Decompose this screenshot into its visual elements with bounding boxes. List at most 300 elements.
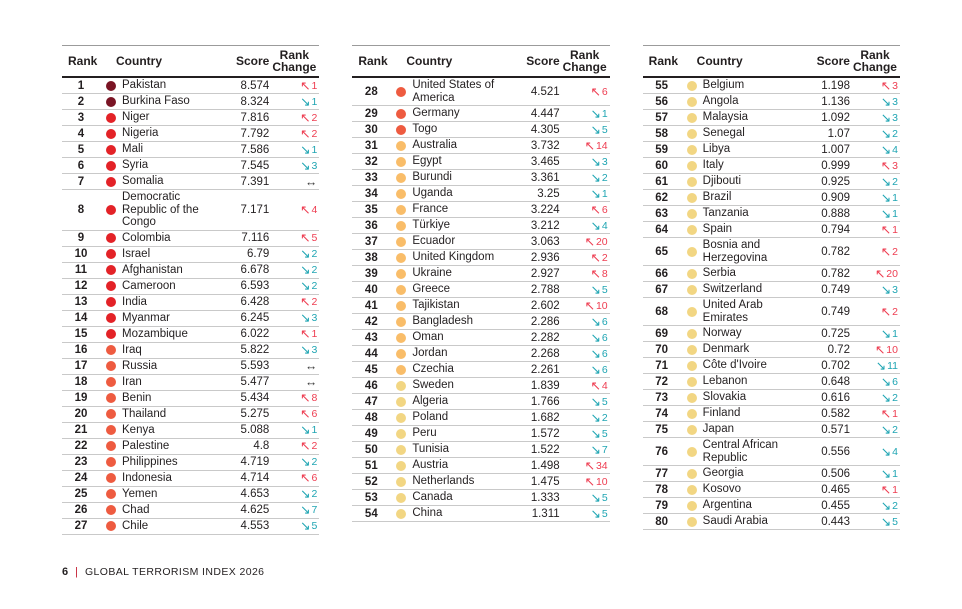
rank-up-icon: ↖ bbox=[584, 234, 595, 249]
country-cell: Lebanon bbox=[702, 375, 748, 388]
rank-cell: 64 bbox=[655, 223, 669, 236]
rank-cell: 43 bbox=[364, 331, 378, 344]
table-row bbox=[352, 346, 609, 362]
impact-band-5-dot-icon bbox=[687, 501, 697, 511]
score-cell: 4.305 bbox=[530, 123, 560, 136]
ranking-table-3 bbox=[643, 45, 900, 530]
rank-change-value: 2 bbox=[311, 488, 318, 500]
impact-band-3-dot-icon bbox=[106, 489, 116, 499]
ranking-table-2 bbox=[352, 45, 609, 522]
impact-dot-cell bbox=[390, 477, 412, 487]
table-body bbox=[643, 78, 900, 530]
impact-band-5-dot-icon bbox=[687, 269, 697, 279]
rank-change-value: 1 bbox=[311, 424, 318, 436]
table-row bbox=[352, 266, 609, 282]
rank-change-cell bbox=[269, 472, 319, 484]
rank-down-icon: ↘ bbox=[880, 190, 892, 205]
table-row bbox=[62, 407, 319, 423]
country-cell: Central African Republic bbox=[702, 439, 779, 464]
rank-cell: 42 bbox=[364, 315, 378, 328]
rank-down-icon: ↘ bbox=[590, 154, 601, 169]
rank-change-cell bbox=[850, 408, 900, 420]
rank-change-value: 10 bbox=[595, 475, 608, 488]
impact-dot-cell bbox=[390, 253, 412, 263]
impact-dot-cell bbox=[100, 377, 122, 387]
country-cell: Chile bbox=[122, 519, 149, 532]
score-cell: 0.782 bbox=[821, 267, 850, 280]
rank-change-cell bbox=[560, 396, 610, 408]
rank-change-cell bbox=[560, 86, 610, 98]
table-row bbox=[352, 122, 609, 138]
rank-cell: 71 bbox=[655, 359, 669, 372]
country-cell: Switzerland bbox=[702, 283, 763, 296]
impact-dot-cell bbox=[390, 333, 412, 343]
rank-change-value: 6 bbox=[601, 363, 608, 376]
impact-band-2-dot-icon bbox=[106, 249, 116, 259]
rank-change-cell bbox=[850, 328, 900, 340]
rank-change-cell bbox=[560, 156, 610, 168]
rank-change-value: 1 bbox=[892, 467, 898, 480]
table-row bbox=[643, 158, 900, 174]
impact-dot-cell bbox=[390, 157, 412, 167]
rank-down-icon: ↘ bbox=[880, 444, 892, 459]
rank-change-value: 7 bbox=[601, 443, 608, 456]
rank-change-value: 1 bbox=[311, 95, 318, 108]
rank-change-cell bbox=[269, 520, 319, 532]
rank-down-icon: ↘ bbox=[300, 247, 311, 261]
rank-change-value: 4 bbox=[601, 379, 608, 392]
rank-change-cell bbox=[269, 248, 319, 260]
score-cell: 4.553 bbox=[240, 520, 270, 532]
impact-dot-cell bbox=[390, 429, 412, 439]
impact-dot-cell bbox=[100, 145, 122, 155]
rank-up-icon: ↖ bbox=[880, 406, 892, 421]
score-cell: 7.816 bbox=[240, 111, 270, 124]
country-cell: Ukraine bbox=[412, 267, 452, 280]
impact-band-4-dot-icon bbox=[396, 205, 406, 215]
impact-band-3-dot-icon bbox=[396, 125, 406, 135]
rank-change-cell bbox=[560, 220, 610, 232]
impact-band-3-dot-icon bbox=[106, 457, 116, 467]
country-cell: United Kingdom bbox=[412, 251, 495, 264]
table-row bbox=[643, 390, 900, 406]
score-cell: 0.725 bbox=[821, 327, 850, 340]
rank-cell: 30 bbox=[364, 123, 378, 136]
score-cell: 3.212 bbox=[530, 219, 560, 232]
table-row bbox=[62, 519, 319, 535]
rank-down-icon: ↘ bbox=[875, 358, 887, 373]
table-row bbox=[352, 218, 609, 234]
rank-up-icon: ↖ bbox=[590, 84, 601, 99]
impact-dot-cell bbox=[681, 361, 703, 371]
country-cell: Kenya bbox=[122, 423, 155, 436]
country-cell: Yemen bbox=[122, 487, 158, 500]
rank-down-icon: ↘ bbox=[880, 390, 892, 405]
score-cell: 2.282 bbox=[530, 331, 560, 344]
impact-dot-cell bbox=[390, 413, 412, 423]
rank-down-icon: ↘ bbox=[300, 158, 311, 173]
table-row bbox=[352, 154, 609, 170]
impact-dot-cell bbox=[681, 129, 703, 139]
rank-down-icon: ↘ bbox=[590, 394, 601, 409]
impact-band-5-dot-icon bbox=[687, 517, 697, 527]
rank-cell: 35 bbox=[364, 203, 378, 216]
table-row bbox=[62, 327, 319, 343]
rank-column-header: Rank bbox=[648, 53, 678, 68]
impact-band-5-dot-icon bbox=[396, 493, 406, 503]
impact-dot-cell bbox=[100, 361, 122, 371]
country-cell: Bangladesh bbox=[412, 315, 474, 328]
score-cell: 7.116 bbox=[241, 232, 270, 244]
country-cell: United Arab Emirates bbox=[702, 299, 763, 324]
score-cell: 0.794 bbox=[821, 223, 850, 236]
rank-column-header: Rank bbox=[68, 53, 98, 68]
rank-change-cell bbox=[850, 306, 900, 318]
impact-dot-cell bbox=[390, 285, 412, 295]
rank-cell: 45 bbox=[364, 363, 378, 376]
table-row bbox=[352, 330, 609, 346]
rank-change-cell bbox=[850, 284, 900, 296]
table-row bbox=[643, 498, 900, 514]
rank-cell: 26 bbox=[74, 504, 88, 516]
score-cell: 7.586 bbox=[240, 143, 270, 156]
rank-change-cell bbox=[560, 140, 610, 152]
impact-band-3-dot-icon bbox=[106, 345, 116, 355]
impact-dot-cell bbox=[100, 129, 122, 139]
score-column-header: Score bbox=[235, 53, 270, 68]
impact-dot-cell bbox=[681, 193, 703, 203]
score-cell: 6.428 bbox=[240, 296, 270, 308]
score-cell: 4.521 bbox=[530, 85, 560, 98]
impact-dot-cell bbox=[390, 189, 412, 199]
impact-dot-cell bbox=[681, 285, 703, 295]
score-cell: 1.475 bbox=[530, 475, 560, 488]
rank-down-icon: ↘ bbox=[590, 506, 601, 521]
table-row bbox=[62, 126, 319, 142]
rank-cell: 51 bbox=[364, 459, 378, 472]
score-cell: 0.506 bbox=[821, 467, 850, 480]
rank-cell: 57 bbox=[655, 111, 669, 124]
impact-dot-cell bbox=[100, 265, 122, 275]
rank-change-value: 1 bbox=[892, 223, 898, 236]
score-cell: 6.79 bbox=[246, 248, 270, 260]
rank-change-cell bbox=[560, 508, 610, 520]
rank-cell: 14 bbox=[74, 312, 88, 324]
impact-band-5-dot-icon bbox=[396, 397, 406, 407]
impact-band-3-dot-icon bbox=[106, 441, 116, 451]
rank-change-cell bbox=[269, 112, 319, 124]
table-row bbox=[352, 78, 609, 106]
rank-change-cell bbox=[850, 96, 900, 108]
rank-change-cell bbox=[560, 284, 610, 296]
impact-band-5-dot-icon bbox=[687, 425, 697, 435]
rank-change-cell bbox=[269, 296, 319, 308]
country-cell: Chad bbox=[122, 503, 150, 516]
rank-change-value: 3 bbox=[892, 95, 898, 108]
score-cell: 3.063 bbox=[530, 235, 560, 248]
rank-down-icon: ↘ bbox=[590, 122, 601, 137]
country-cell: Djibouti bbox=[702, 175, 742, 188]
rank-change-cell bbox=[269, 80, 319, 92]
rank-cell: 2 bbox=[77, 95, 85, 108]
impact-dot-cell bbox=[100, 313, 122, 323]
rank-cell: 72 bbox=[655, 375, 669, 388]
rank-change-cell bbox=[560, 364, 610, 376]
rank-change-cell bbox=[269, 424, 319, 436]
rank-change-value: 2 bbox=[311, 127, 318, 140]
score-cell: 5.822 bbox=[240, 344, 270, 356]
table-row bbox=[352, 410, 609, 426]
rank-change-cell bbox=[850, 446, 900, 458]
impact-band-5-dot-icon bbox=[687, 81, 697, 91]
impact-band-2-dot-icon bbox=[106, 281, 116, 291]
table-header bbox=[62, 46, 319, 78]
impact-band-5-dot-icon bbox=[687, 285, 697, 295]
rank-up-icon: ↖ bbox=[590, 250, 601, 265]
rank-cell: 23 bbox=[74, 456, 88, 468]
score-cell: 0.571 bbox=[821, 423, 850, 436]
rank-down-icon: ↘ bbox=[300, 343, 311, 357]
score-cell: 1.092 bbox=[821, 111, 850, 124]
impact-band-2-dot-icon bbox=[106, 177, 116, 187]
country-cell: Democratic Republic of the Congo bbox=[122, 191, 199, 228]
score-cell: 0.782 bbox=[821, 245, 850, 258]
rank-change-value: 5 bbox=[601, 491, 608, 504]
table-row bbox=[352, 234, 609, 250]
rank-cell: 38 bbox=[364, 251, 378, 264]
impact-band-2-dot-icon bbox=[106, 265, 116, 275]
score-cell: 1.766 bbox=[530, 395, 560, 408]
rank-up-icon: ↖ bbox=[300, 202, 311, 217]
rank-change-value: 34 bbox=[595, 459, 608, 472]
impact-dot-cell bbox=[681, 81, 703, 91]
score-cell: 0.443 bbox=[821, 515, 850, 528]
country-cell: India bbox=[122, 295, 147, 308]
score-cell: 4.447 bbox=[530, 107, 560, 120]
impact-band-3-dot-icon bbox=[106, 521, 116, 531]
score-cell: 1.136 bbox=[821, 95, 850, 108]
table-row bbox=[62, 78, 319, 94]
country-cell: Somalia bbox=[122, 175, 164, 188]
rank-change-value: 2 bbox=[311, 264, 318, 276]
rank-change-cell bbox=[560, 492, 610, 504]
score-cell: 7.171 bbox=[240, 203, 270, 216]
country-cell: Russia bbox=[122, 359, 158, 372]
rank-change-column-header: Rank Change bbox=[852, 48, 897, 74]
impact-dot-cell bbox=[681, 307, 703, 317]
impact-band-5-dot-icon bbox=[687, 393, 697, 403]
impact-dot-cell bbox=[390, 317, 412, 327]
table-row bbox=[643, 266, 900, 282]
rank-cell: 10 bbox=[74, 248, 88, 260]
impact-dot-cell bbox=[681, 209, 703, 219]
rank-change-cell bbox=[560, 428, 610, 440]
rank-cell: 65 bbox=[655, 245, 669, 258]
score-cell: 4.625 bbox=[240, 504, 270, 516]
rank-change-cell bbox=[269, 344, 319, 356]
country-cell: Syria bbox=[122, 159, 149, 172]
score-cell: 1.572 bbox=[530, 427, 560, 440]
impact-band-2-dot-icon bbox=[106, 145, 116, 155]
rank-change-value: 3 bbox=[311, 159, 318, 172]
rank-change-value: 1 bbox=[892, 483, 898, 496]
impact-dot-cell bbox=[390, 349, 412, 359]
impact-dot-cell bbox=[681, 377, 703, 387]
country-cell: Germany bbox=[412, 107, 460, 120]
country-cell: Cameroon bbox=[122, 279, 176, 292]
table-row bbox=[643, 298, 900, 326]
impact-dot-cell bbox=[100, 249, 122, 259]
impact-dot-cell bbox=[390, 125, 412, 135]
rank-up-icon: ↖ bbox=[584, 138, 595, 153]
impact-dot-cell bbox=[681, 469, 703, 479]
rank-change-value: 2 bbox=[601, 251, 608, 264]
table-row bbox=[62, 503, 319, 519]
rank-up-icon: ↖ bbox=[300, 391, 311, 405]
country-cell: Egypt bbox=[412, 155, 442, 168]
rank-down-icon: ↘ bbox=[590, 106, 601, 121]
score-cell: 2.927 bbox=[530, 267, 560, 280]
score-cell: 6.593 bbox=[240, 280, 270, 292]
rank-down-icon: ↘ bbox=[880, 206, 892, 221]
table-row bbox=[643, 94, 900, 110]
rank-change-value: 6 bbox=[892, 375, 898, 388]
rank-change-value: 3 bbox=[601, 155, 608, 168]
rank-change-value: 2 bbox=[311, 296, 318, 308]
table-row bbox=[643, 406, 900, 422]
table-row bbox=[643, 514, 900, 530]
rank-change-cell bbox=[560, 476, 610, 488]
page-footer bbox=[62, 566, 264, 578]
impact-band-3-dot-icon bbox=[106, 361, 116, 371]
rank-change-cell bbox=[269, 408, 319, 420]
rank-change-cell bbox=[850, 268, 900, 280]
impact-band-2-dot-icon bbox=[106, 297, 116, 307]
impact-dot-cell bbox=[100, 177, 122, 187]
rank-down-icon: ↘ bbox=[880, 466, 892, 481]
country-cell: Bosnia and Herzegovina bbox=[702, 239, 768, 264]
country-cell: Iran bbox=[122, 375, 142, 388]
rank-up-icon: ↖ bbox=[880, 304, 892, 319]
rank-change-value: 3 bbox=[892, 111, 898, 124]
rank-change-cell bbox=[560, 332, 610, 344]
rank-cell: 39 bbox=[364, 267, 378, 280]
impact-band-2-dot-icon bbox=[106, 233, 116, 243]
country-cell: Afghanistan bbox=[122, 263, 183, 276]
table-row bbox=[62, 455, 319, 471]
score-cell: 0.999 bbox=[821, 159, 850, 172]
country-cell: Greece bbox=[412, 283, 451, 296]
table-row bbox=[643, 190, 900, 206]
rank-change-value: 2 bbox=[601, 171, 608, 184]
rank-cell: 1 bbox=[77, 79, 85, 92]
rank-change-cell bbox=[850, 208, 900, 220]
score-cell: 5.088 bbox=[240, 424, 270, 436]
table-row bbox=[352, 458, 609, 474]
rank-change-value: 3 bbox=[892, 159, 898, 172]
rank-cell: 20 bbox=[74, 408, 88, 420]
table-row bbox=[352, 378, 609, 394]
rank-down-icon: ↘ bbox=[880, 142, 892, 157]
table-row bbox=[643, 342, 900, 358]
impact-band-5-dot-icon bbox=[687, 447, 697, 457]
country-cell: Belgium bbox=[702, 79, 745, 92]
score-cell: 3.361 bbox=[530, 171, 560, 184]
table-row bbox=[62, 190, 319, 231]
impact-band-5-dot-icon bbox=[687, 193, 697, 203]
rank-change-value: 8 bbox=[601, 267, 608, 280]
table-row bbox=[62, 174, 319, 190]
rank-change-cell bbox=[269, 280, 319, 292]
impact-dot-cell bbox=[390, 301, 412, 311]
score-cell: 3.25 bbox=[537, 187, 560, 200]
impact-band-5-dot-icon bbox=[687, 145, 697, 155]
rank-change-cell bbox=[269, 440, 319, 452]
rank-change-value: 5 bbox=[601, 427, 608, 440]
rank-down-icon: ↘ bbox=[590, 314, 601, 329]
rank-down-icon: ↘ bbox=[880, 126, 892, 141]
rank-cell: 46 bbox=[364, 379, 378, 392]
country-cell: Tanzania bbox=[702, 207, 749, 220]
score-cell: 1.333 bbox=[530, 491, 560, 504]
impact-band-4-dot-icon bbox=[396, 317, 406, 327]
score-cell: 0.925 bbox=[821, 175, 850, 188]
impact-band-4-dot-icon bbox=[396, 189, 406, 199]
rank-change-value: 1 bbox=[892, 327, 898, 340]
table-row bbox=[352, 170, 609, 186]
rank-up-icon: ↖ bbox=[300, 110, 311, 125]
rank-cell: 48 bbox=[364, 411, 378, 424]
rank-change-value: 1 bbox=[892, 191, 898, 204]
impact-band-5-dot-icon bbox=[687, 485, 697, 495]
score-cell: 1.522 bbox=[530, 443, 560, 456]
impact-dot-cell bbox=[390, 87, 412, 97]
rank-change-value: 2 bbox=[892, 423, 898, 436]
rank-cell: 75 bbox=[655, 423, 669, 436]
rank-change-value: 6 bbox=[601, 315, 608, 328]
table-row bbox=[352, 474, 609, 490]
rank-change-value: 1 bbox=[892, 407, 898, 420]
rank-change-cell bbox=[850, 360, 900, 372]
impact-band-5-dot-icon bbox=[396, 413, 406, 423]
impact-band-5-dot-icon bbox=[687, 361, 697, 371]
score-cell: 6.678 bbox=[240, 264, 270, 276]
score-cell: 4.719 bbox=[240, 456, 270, 468]
rank-change-cell bbox=[560, 188, 610, 200]
rank-down-icon: ↘ bbox=[880, 422, 892, 437]
impact-band-3-dot-icon bbox=[396, 87, 406, 97]
impact-dot-cell bbox=[100, 489, 122, 499]
rank-down-icon: ↘ bbox=[590, 346, 601, 361]
rank-change-cell bbox=[850, 160, 900, 172]
score-cell: 4.714 bbox=[240, 472, 270, 484]
rank-down-icon: ↘ bbox=[590, 170, 601, 185]
rank-change-value: 2 bbox=[601, 411, 608, 424]
rank-up-icon: ↖ bbox=[584, 474, 595, 489]
rank-up-icon: ↖ bbox=[590, 378, 601, 393]
score-cell: 7.792 bbox=[240, 127, 270, 140]
rank-up-icon: ↖ bbox=[880, 482, 892, 497]
table-row bbox=[62, 391, 319, 407]
rank-change-cell bbox=[560, 268, 610, 280]
country-cell: Burundi bbox=[412, 171, 452, 184]
rank-change-cell bbox=[850, 392, 900, 404]
rank-cell: 73 bbox=[655, 391, 669, 404]
country-cell: France bbox=[412, 203, 449, 216]
rank-cell: 28 bbox=[364, 85, 378, 98]
country-cell: Serbia bbox=[702, 267, 736, 280]
rank-change-value: 3 bbox=[892, 283, 898, 296]
